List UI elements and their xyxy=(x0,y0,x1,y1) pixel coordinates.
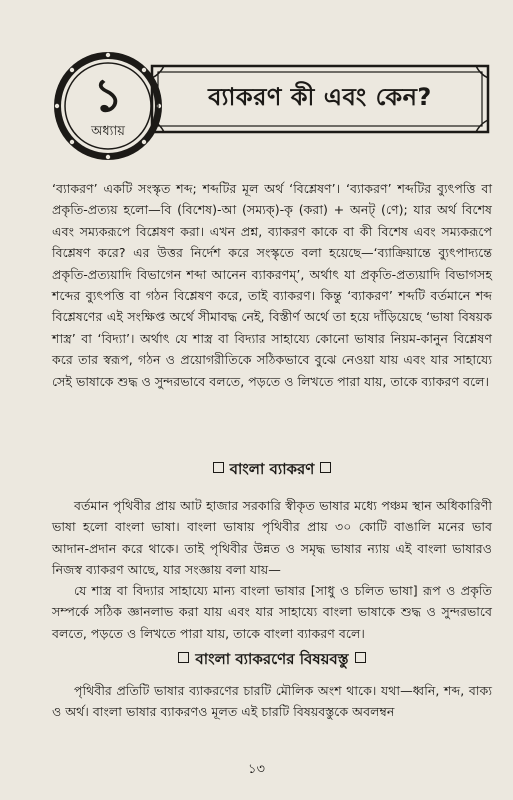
intro-paragraph: ‘ব্যাকরণ’ একটি সংস্কৃত শব্দ; শব্দটির মূল অর্থ ‘বিশ্লেষণ’। ‘ব্যাকরণ’ শব্দটির ব্যুৎপত্তি বা প্রকৃতি-প্রত্যয় হলো—বি (বিশেষ)-আ (সম্যক্)-কৃ (করা) + অনট্‌ (ণে); যার অর্থ বিশেষ এবং সম্যকরূপে বিশ্লেষণ করা। এখন প্রশ্ন, ব্যাকরণ কাকে বা কী বিশেষ এবং সম্যকরূপে বিশ্লেষণ করে? এর উত্তর নির্দেশ করে সংস্কৃতে বলা হয়েছে—‘ব্যাক্রিয়ান্তে ব্যুৎপাদ্যন্তে প্রকৃতি-প্রত্যয়াদি বিভাগেন শব্দা আনেন ব্যাকরণম্’, অর্থাৎ যা প্রকৃতি-প্রত্যয়াদি বিভাগসহ শব্দের ব্যুৎপত্তি বা গঠন বিশ্লেষণ করে, তাই ব্যাকরণ। কিন্তু ‘ব্যাকরণ’ শব্দটি বর্তমানে শব্দ বিশ্লেষণের এই সংক্ষিপ্ত অর্থে সীমাবদ্ধ নেই, বিস্তীর্ণ অর্থে তা হয়ে দাঁড়িয়েছে ‘ভাষা বিষয়ক শাস্ত্র’ বা ‘বিদ্যা’। অর্থাৎ যে শাস্ত্র বা বিদ্যার সাহায্যে কোনো ভাষার নিয়ম-কানুন বিশ্লেষণ করে তার স্বরূপ, গঠন ও প্রয়োগরীতিকে সঠিকভাবে বুঝে নেওয়া যায় এবং যার সাহায্যে সেই ভাষাকে শুদ্ধ ও সুন্দরভাবে বলতে, পড়তে ও লিখতে পারা যায়, তাকে ব্যাকরণ বলে। xyxy=(52,181,492,389)
chapter-badge xyxy=(52,50,164,162)
chapter-title-frame xyxy=(150,64,490,134)
section-heading-grammar-content xyxy=(52,648,492,670)
square-bullet-icon xyxy=(178,652,189,663)
square-bullet-icon xyxy=(213,462,224,473)
page-number: ১৩ xyxy=(248,762,265,777)
square-bullet-icon xyxy=(355,652,366,663)
section-heading-text: বাংলা ব্যাকরণের বিষয়বস্তু xyxy=(195,650,349,668)
section-heading-text: বাংলা ব্যাকরণ xyxy=(229,460,315,478)
section-heading-bangla-grammar xyxy=(52,458,492,480)
chapter-number: ১ xyxy=(93,68,123,122)
definition-paragraph: যে শাস্ত্র বা বিদ্যার সাহায্যে মান্য বাংলা ভাষার [সাধু ও চলিত ভাষা] রূপ ও প্রকৃতি সম্পর্কে সঠিক জ্ঞানলাভ করা যায় এবং যার সাহায্যে বাংলা ভাষাকে শুদ্ধ ও সুন্দরভাবে বলতে, পড়তে ও লিখতে পারা যায়, তাকে বাংলা ব্যাকরণ বলে। xyxy=(52,583,492,641)
square-bullet-icon xyxy=(320,462,331,473)
chapter-label: অধ্যায় xyxy=(91,124,125,139)
paragraph: বর্তমান পৃথিবীর প্রায় আট হাজার সরকারি স্বীকৃত ভাষার মধ্যে পঞ্চম স্থান অধিকারিণী ভাষা হলো বাংলা ভাষা। বাংলা ভাষায় পৃথিবীর প্রায় ৩০ কোটি বাঙালি মনের ভাব আদান-প্রদান করে থাকে। তাই পৃথিবীর উন্নত ও সমৃদ্ধ ভাষার ন্যায় এই বাংলা ভাষারও নিজস্ব ব্যাকরণ আছে, যার সংজ্ঞায় বলা যায়— xyxy=(52,498,492,578)
chapter-title: ব্যাকরণ কী এবং কেন? xyxy=(208,83,432,111)
paragraph: পৃথিবীর প্রতিটি ভাষার ব্যাকরণের চারটি মৌলিক অংশ থাকে। যথা—ধ্বনি, শব্দ, বাক্য ও অর্থ। বাংলা ভাষার ব্যাকরণও মূলত এই চারটি বিষয়বস্তুকে অবলম্বন xyxy=(52,683,492,720)
